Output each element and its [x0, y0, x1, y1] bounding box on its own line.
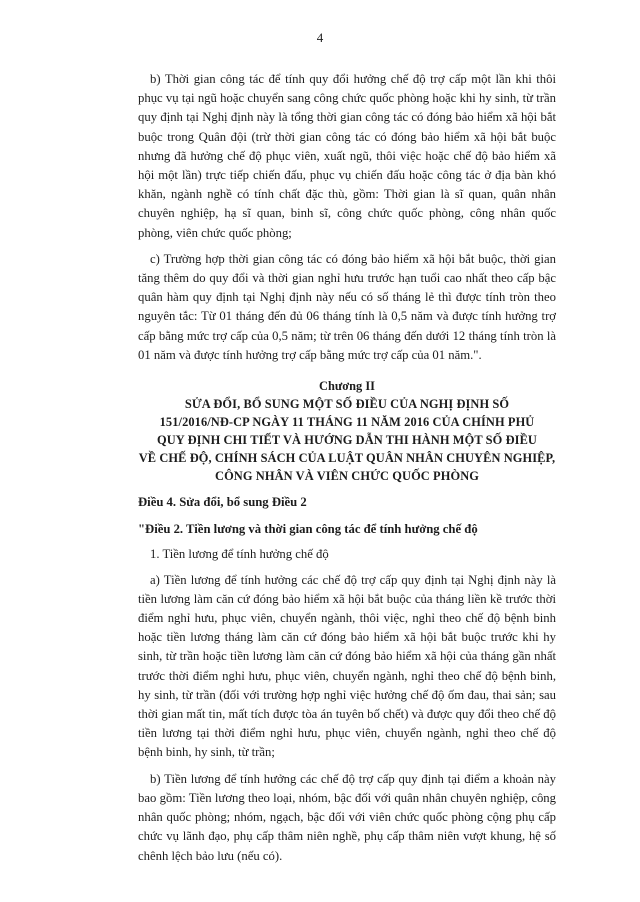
document-body — [138, 70, 556, 873]
paragraph-b-salary-components: b) Tiền lương để tính hưởng các chế độ trợ cấp quy định tại điểm a khoản này bao gồm: Tiền lương theo loại, nhóm, bậc đối với quân nhân chuyên nghiệp, công nhân quốc phòng; nhóm, ngạch, bậc đối với viên chức quốc phòng cộng phụ cấp chức vụ lãnh đạo, phụ cấp thâm niên nghề, phụ cấp thâm niên vượt khung, hệ số chênh lệch bảo lưu (nếu có). — [138, 771, 556, 863]
paragraph-a-salary-basis: a) Tiền lương để tính hưởng các chế độ trợ cấp quy định tại Nghị định này là tiền lương làm căn cứ đóng bảo hiểm xã hội bắt buộc của tháng liền kề trước thời điểm nghỉ hưu, phục viên, chuyển ngành, thôi việc, nghỉ theo chế độ bệnh binh hoặc tiền lương tháng làm căn cứ đóng bảo hiểm xã hội bắt buộc trước khi hy sinh, từ trần hoặc tiền lương làm căn cứ đóng bảo hiểm xã hội của tháng gần nhất trước thời điểm nghỉ hưu, phục viên, chuyển ngành, nghỉ theo chế độ bệnh binh, hy sinh, từ trần (đối với trường hợp nghỉ việc hưởng chế độ ốm đau, thai sản; sau thời gian mất tin, mất tích được tòa án tuyên bố chết) và được quy đổi theo chế độ tiền lương tại thời điểm nghỉ hưu, phục viên, chuyển ngành, nghỉ theo chế độ bệnh binh, hy sinh, từ trần; — [138, 572, 556, 760]
chapter-title-line: CÔNG NHÂN VÀ VIÊN CHỨC QUỐC PHÒNG — [215, 469, 479, 484]
paragraph-c-rounding-rule: c) Trường hợp thời gian công tác có đóng bảo hiểm xã hội bắt buộc, thời gian tăng thêm do quy đổi và thời gian nghỉ hưu trước hạn tuổi cao nhất theo cấp bậc quân hàm quy định tại Nghị định này nếu có số tháng lẻ thì được tính tròn theo nguyên tắc: Từ 01 tháng đến đủ 06 tháng tính là 0,5 năm và được tính hưởng trợ cấp bằng mức trợ cấp của 0,5 năm; từ trên 06 tháng đến dưới 12 tháng tính tròn là 01 năm và được tính hưởng trợ cấp bằng mức trợ cấp của 01 năm.". — [138, 251, 556, 362]
page-number: 4 — [316, 30, 324, 45]
article-4-heading: Điều 4. Sửa đổi, bổ sung Điều 2 — [138, 495, 307, 510]
chapter-heading — [138, 377, 556, 485]
chapter-title-line: 151/2016/NĐ-CP NGÀY 11 THÁNG 11 NĂM 2016 CỦA CHÍNH PHỦ — [159, 415, 535, 430]
article-2-heading: "Điều 2. Tiền lương và thời gian công tác để tính hưởng chế độ — [138, 522, 478, 537]
chapter-title-line: SỬA ĐỔI, BỔ SUNG MỘT SỐ ĐIỀU CỦA NGHỊ ĐỊNH SỐ — [184, 397, 510, 412]
chapter-title-line: VỀ CHẾ ĐỘ, CHÍNH SÁCH CỦA LUẬT QUÂN NHÂN CHUYÊN NGHIỆP, — [138, 451, 556, 466]
section-1-heading: 1. Tiền lương để tính hưởng chế độ — [150, 547, 329, 562]
chapter-label: Chương II — [319, 379, 375, 394]
chapter-title-line: QUY ĐỊNH CHI TIẾT VÀ HƯỚNG DẪN THI HÀNH MỘT SỐ ĐIỀU — [157, 433, 537, 448]
paragraph-b-working-time: b) Thời gian công tác để tính quy đổi hưởng chế độ trợ cấp một lần khi thôi phục vụ tại ngũ hoặc chuyển sang công chức quốc phòng hoặc khi hy sinh, từ trần quy định tại Nghị định này là tổng thời gian công tác có đóng bảo hiểm xã hội bắt buộc trong Quân đội (trừ thời gian công tác có đóng bảo hiểm xã hội bắt buộc nhưng đã hưởng chế độ phục viên, xuất ngũ, thôi việc hoặc chế độ bảo hiểm xã hội một lần) trực tiếp chiến đấu, phục vụ chiến đấu hoặc công tác ở địa bàn khó khăn, ngành nghề có tính chất đặc thù, gồm: Thời gian là sĩ quan, quân nhân chuyên nghiệp, hạ sĩ quan, binh sĩ, công chức quốc phòng, công nhân quốc phòng, viên chức quốc phòng; — [138, 72, 556, 240]
